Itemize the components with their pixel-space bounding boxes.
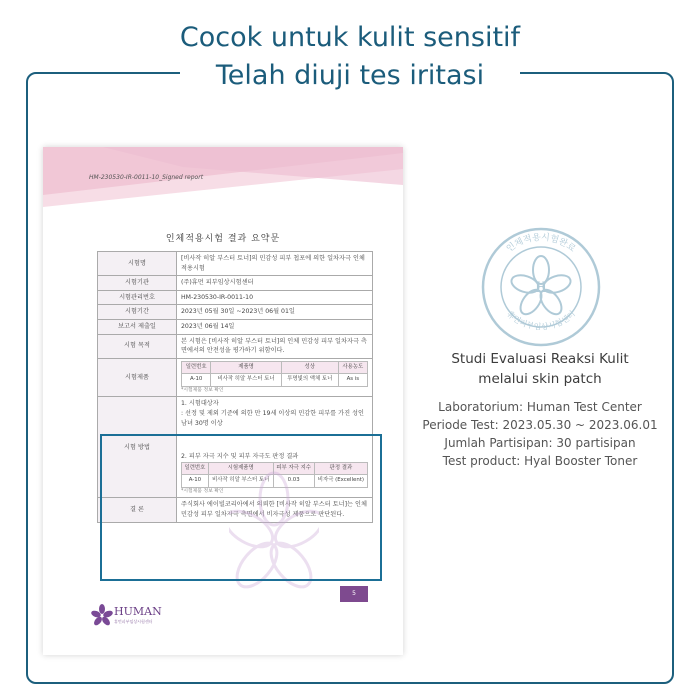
table-row: 시험제품 일련번호 제품명 성상 사용농도 A-10 비사작 히알 부스터 토너 투명빛의 액체 토너 As is *시험제품 정보 확인 bbox=[98, 358, 373, 397]
svg-text:휴먼피부임상시험센터: 휴먼피부임상시험센터 bbox=[505, 309, 577, 332]
study-detail-participants: Jumlah Partisipan: 30 partisipan bbox=[444, 436, 636, 450]
table-row: 결 론 주식회사 에이빌코리아에서 의뢰한 [비사작 히알 부스터 토너]는 인체 민감성 피부 일차자극 측면에서 비자극성 제품으로 판단된다. bbox=[98, 498, 373, 522]
human-logo-name: HUMAN bbox=[114, 605, 162, 618]
page-number: 5 bbox=[340, 586, 368, 602]
product-note: *시험제품 정보 확인 bbox=[181, 388, 224, 393]
svg-text:인체적용시험완료: 인체적용시험완료 bbox=[504, 232, 578, 255]
table-row: 시험명 [비사작 히알 부스터 토너]의 민감성 피부 첩포에 의한 일차자극 인체적용시험 bbox=[98, 252, 373, 276]
test-method-highlight-box bbox=[100, 434, 382, 581]
table-row: 시험기관 (주)휴먼 피부임상시험센터 bbox=[98, 276, 373, 291]
study-detail-lab: Laboratorium: Human Test Center bbox=[438, 400, 642, 414]
certification-stamp-icon bbox=[480, 226, 602, 348]
table-row: 시험 방법 1. 시험대상자 : 선정 및 제외 기준에 의한 만 19세 이상의 민감한 피부를 가진 성인 남녀 30명 이상 2. 피부 자극 지수 및 피부 자극도 판정 결과 일련번호 시험제품명 피부 자극 지수 판정 결과 A-10 비사작 히알 부스터 토너 0.03 비자극 (Excellent) *시험제품 정보 확인 bbox=[98, 397, 373, 498]
result-table: 일련번호 시험제품명 피부 자극 지수 판정 결과 A-10 비사작 히알 부스터 토너 0.03 비자극 (Excellent) bbox=[181, 462, 368, 488]
report-title: 인체적용시험 결과 요약문 bbox=[165, 234, 281, 244]
headline-line1: Cocok untuk kulit sensitif bbox=[179, 22, 521, 53]
result-note: *시험제품 정보 확인 bbox=[181, 488, 224, 494]
subject-text: : 선정 및 제외 기준에 의한 만 19세 이상의 민감한 피부를 가진 성인 남녀 30명 이상 bbox=[181, 410, 364, 427]
headline-line2: Telah diuji tes iritasi bbox=[215, 60, 485, 91]
table-row: 시험관리번호 HM-230530-IR-0011-10 bbox=[98, 290, 373, 305]
subject-title: 1. 시험대상자 bbox=[181, 400, 219, 408]
study-title-line1: Studi Evaluasi Reaksi Kulit bbox=[451, 351, 629, 367]
svg-text:H: H bbox=[534, 280, 548, 296]
report-reference: HM-230530-IR-0011-10_Signed report bbox=[89, 174, 204, 181]
study-detail-period: Periode Test: 2023.05.30 ~ 2023.06.01 bbox=[422, 418, 658, 432]
table-row: 시험 목적 본 시험은 [비사작 히알 부스터 토너]의 인체 민감성 피부 일차자극 측면에서의 안전성을 평가하기 위함이다. bbox=[98, 334, 373, 358]
human-logo-subtitle: 휴먼피부임상시험센터 bbox=[114, 619, 153, 624]
product-table: 일련번호 제품명 성상 사용농도 A-10 비사작 히알 부스터 토너 투명빛의 액체 토너 As is bbox=[181, 361, 368, 387]
table-row: 보고서 제출일 2023년 06월 14일 bbox=[98, 320, 373, 335]
table-row: 시험기간 2023년 05월 30일 ~2023년 06월 01일 bbox=[98, 305, 373, 320]
study-detail-product: Test product: Hyal Booster Toner bbox=[442, 454, 638, 468]
study-title-line2: melalui skin patch bbox=[478, 371, 602, 387]
result-title: 2. 피부 자극 지수 및 피부 자극도 판정 결과 bbox=[181, 453, 299, 461]
